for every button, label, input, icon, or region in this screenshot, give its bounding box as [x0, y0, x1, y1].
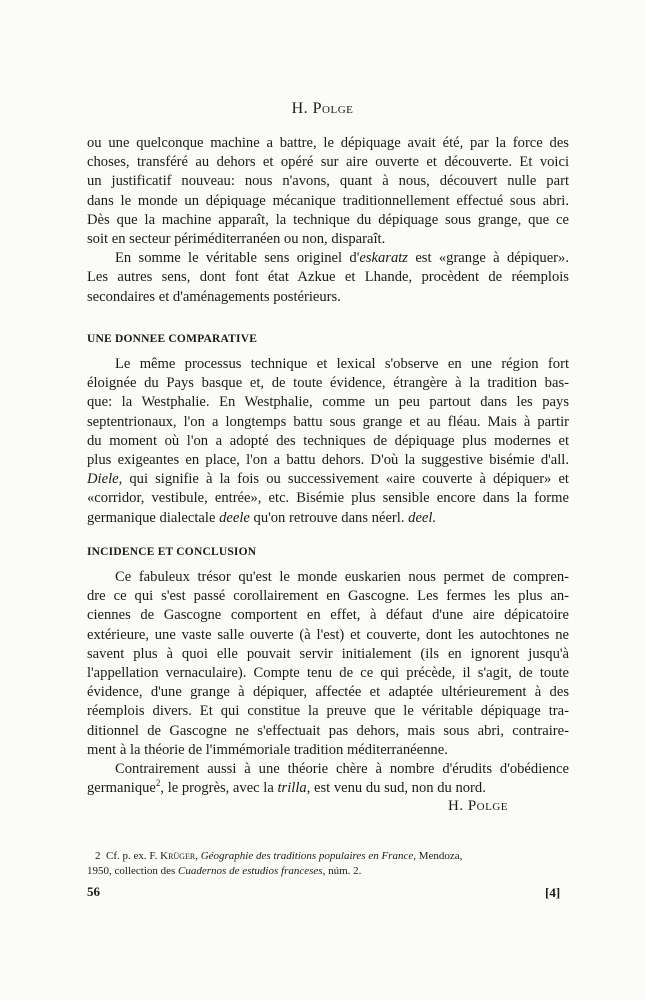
text-line: soit en secteur périméditerranéen ou non, disparaît. [87, 231, 386, 248]
footnote-series: Cuadernos de estudios franceses [178, 865, 323, 877]
text-line: que: la Westphalie. En Westphalie, comme un peu partout dans les pays [87, 394, 569, 411]
section-intro [87, 134, 569, 307]
text-fragment: qu'on retrouve dans néerl. [249, 509, 409, 526]
text-line [87, 470, 569, 489]
header-author-name: Polge [312, 100, 354, 117]
text-line: Le même processus technique et lexical s'observe en une région fort [115, 356, 569, 372]
text-line: extérieure, une vaste salle ouverte (à l'est) et couverte, dont les autochtones ne [87, 626, 569, 643]
section-heading-comparative: UNE DONNEE COMPARATIVE [87, 333, 258, 345]
text-line: éloignée du Pays basque et, de toute évidence, étrangère à la tradition bas- [87, 375, 569, 392]
footnote-title: Géographie des traditions populaires en France [200, 850, 414, 862]
text-line [87, 779, 569, 798]
paragraph-machine [87, 134, 569, 249]
section-conclusion [87, 568, 569, 798]
text-fragment: est venu du sud, non du nord. [310, 780, 486, 797]
text-fragment: est «grange à dépiquer». [408, 250, 569, 267]
text-line: Contrairement aussi à une théorie chère à nombre d'érudits d'obédience [115, 761, 569, 778]
term-trilla: trilla, [277, 780, 311, 797]
footnote-author: Krüger [160, 850, 196, 862]
page-marker: [4] [545, 885, 561, 900]
text-line: plus exigeantes en place, l'on a battu dehors. D'où la suggestive bisémie d'all. [87, 452, 569, 469]
footnote [87, 849, 569, 879]
signature-name: Polge [467, 798, 509, 814]
text-line: réemplois divers. Et qui constitue la preuve que le véritable dépiquage tra- [87, 703, 569, 720]
text-line: ment à la théorie de l'immémoriale tradition méditerranéenne. [87, 741, 448, 758]
signature-initial: H. [448, 798, 464, 814]
text-line: un justificatif nouveau: nous n'avons, quant à nous, découvert nulle part [87, 173, 569, 190]
paragraph-eskaratz [87, 249, 569, 307]
footnote-number: 2 [95, 850, 101, 862]
text-line: évidence, d'une grange à dépiquer, affectée et adaptée ultérieurement à des [87, 684, 569, 701]
text-fragment: germanique dialectale [87, 509, 220, 526]
section-heading-conclusion: INCIDENCE ET CONCLUSION [87, 546, 257, 558]
text-line: dans le monde un dépiquage mécanique traditionnellement effectué sous abri. [87, 192, 569, 209]
text-line [87, 249, 569, 268]
text-line: secondaires et d'aménagements postérieurs. [87, 288, 341, 305]
paragraph-westphalie [87, 355, 569, 528]
text-line: ou une quelconque machine a battre, le dépiquage avait été, par la force des [87, 135, 569, 151]
text-line: septentrionaux, l'on a longtemps battu sous grange et au fléau. Mais à partir [87, 413, 569, 430]
term-diele: Diele, [87, 471, 123, 488]
text-line: choses, transféré au dehors et opéré sur aire ouverte et découverte. Et voici [87, 154, 569, 171]
text-line: l'appellation vernaculaire). Compte tenu de ce qui précède, il s'agit, de toute [87, 665, 569, 682]
paragraph-gascogne [87, 568, 569, 760]
header-initial: H. [291, 100, 309, 117]
section-comparative [87, 355, 569, 528]
text-fragment: , núm. 2. [322, 865, 362, 877]
paragraph-trilla [87, 760, 569, 798]
text-fragment: Cf. p. ex. F. [106, 850, 158, 862]
text-line: «corridor, vestibule, entrée», etc. Bisémie plus sensible encore dans la forme [87, 490, 569, 507]
term-deele: deele [219, 509, 250, 526]
text-fragment: En somme le véritable sens originel d' [115, 250, 360, 267]
text-fragment: qui signifie à la fois ou successivement «aire couverte à dépiquer» et [122, 471, 569, 488]
text-line: ditionnel de Gascogne ne s'effectuait pas dehors, mais sous abri, contraire- [87, 722, 569, 739]
footnote-line [87, 864, 569, 879]
text-line: Les autres sens, dont font état Azkue et Lhande, procèdent de réemplois [87, 269, 569, 286]
text-line [87, 509, 569, 528]
term-deel: deel. [408, 509, 437, 526]
running-header [0, 100, 645, 118]
footnote-reference[interactable]: 2 [155, 778, 161, 789]
text-fragment: germanique [87, 780, 156, 797]
text-fragment: , Mendoza, [413, 850, 463, 862]
text-line: dre ce qui s'est passé corollairement en Gascogne. Les fermes les plus an- [87, 588, 569, 605]
text-fragment: 1950, collection des [87, 865, 179, 877]
text-fragment: , le progrès, avec la [160, 780, 278, 797]
author-signature [448, 798, 508, 815]
page-number: 56 [87, 884, 100, 899]
text-line: Ce fabuleux trésor qu'est le monde euskarien nous permet de compren- [115, 569, 569, 585]
text-line: savent plus à quoi elle pouvait servir initialement (ils en ignorent jusqu'à [87, 645, 569, 662]
text-line: du moment où l'on a adopté des techniques de dépiquage plus modernes et [87, 432, 569, 449]
term-eskaratz: eskaratz [359, 250, 408, 267]
text-line: Dès que la machine apparaît, la technique du dépiquage sous grange, que ce [87, 211, 569, 228]
text-line: ciennes de Gascogne comportent en effet, à défaut d'une aire dépicatoire [87, 607, 569, 624]
footnote-line: 2 Cf. p. ex. F. Krüger, Géographie des traditions populaires en France, Mendoza, [95, 850, 463, 862]
